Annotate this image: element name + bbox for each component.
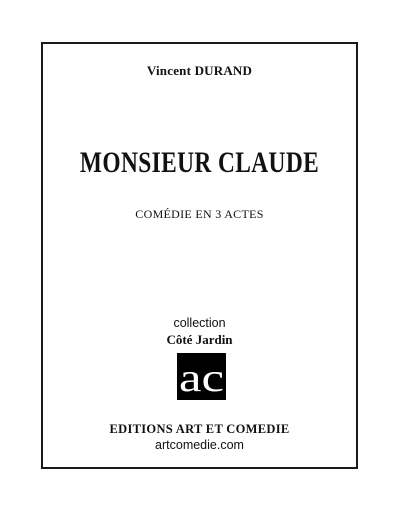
book-title: MONSIEUR CLAUDE [79,146,320,179]
publisher-name: EDITIONS ART ET COMEDIE [109,422,290,436]
collection-name: Côté Jardin [166,332,233,347]
ac-monogram-icon [177,353,226,400]
publisher-logo [177,353,226,400]
author-name: Vincent DURAND [146,63,253,78]
cover-frame [41,42,358,469]
publisher-website: artcomedie.com [155,438,244,452]
svg-text:ac: ac [179,355,224,400]
book-subtitle: COMÉDIE EN 3 ACTES [135,207,264,221]
collection-label: collection [173,316,226,330]
